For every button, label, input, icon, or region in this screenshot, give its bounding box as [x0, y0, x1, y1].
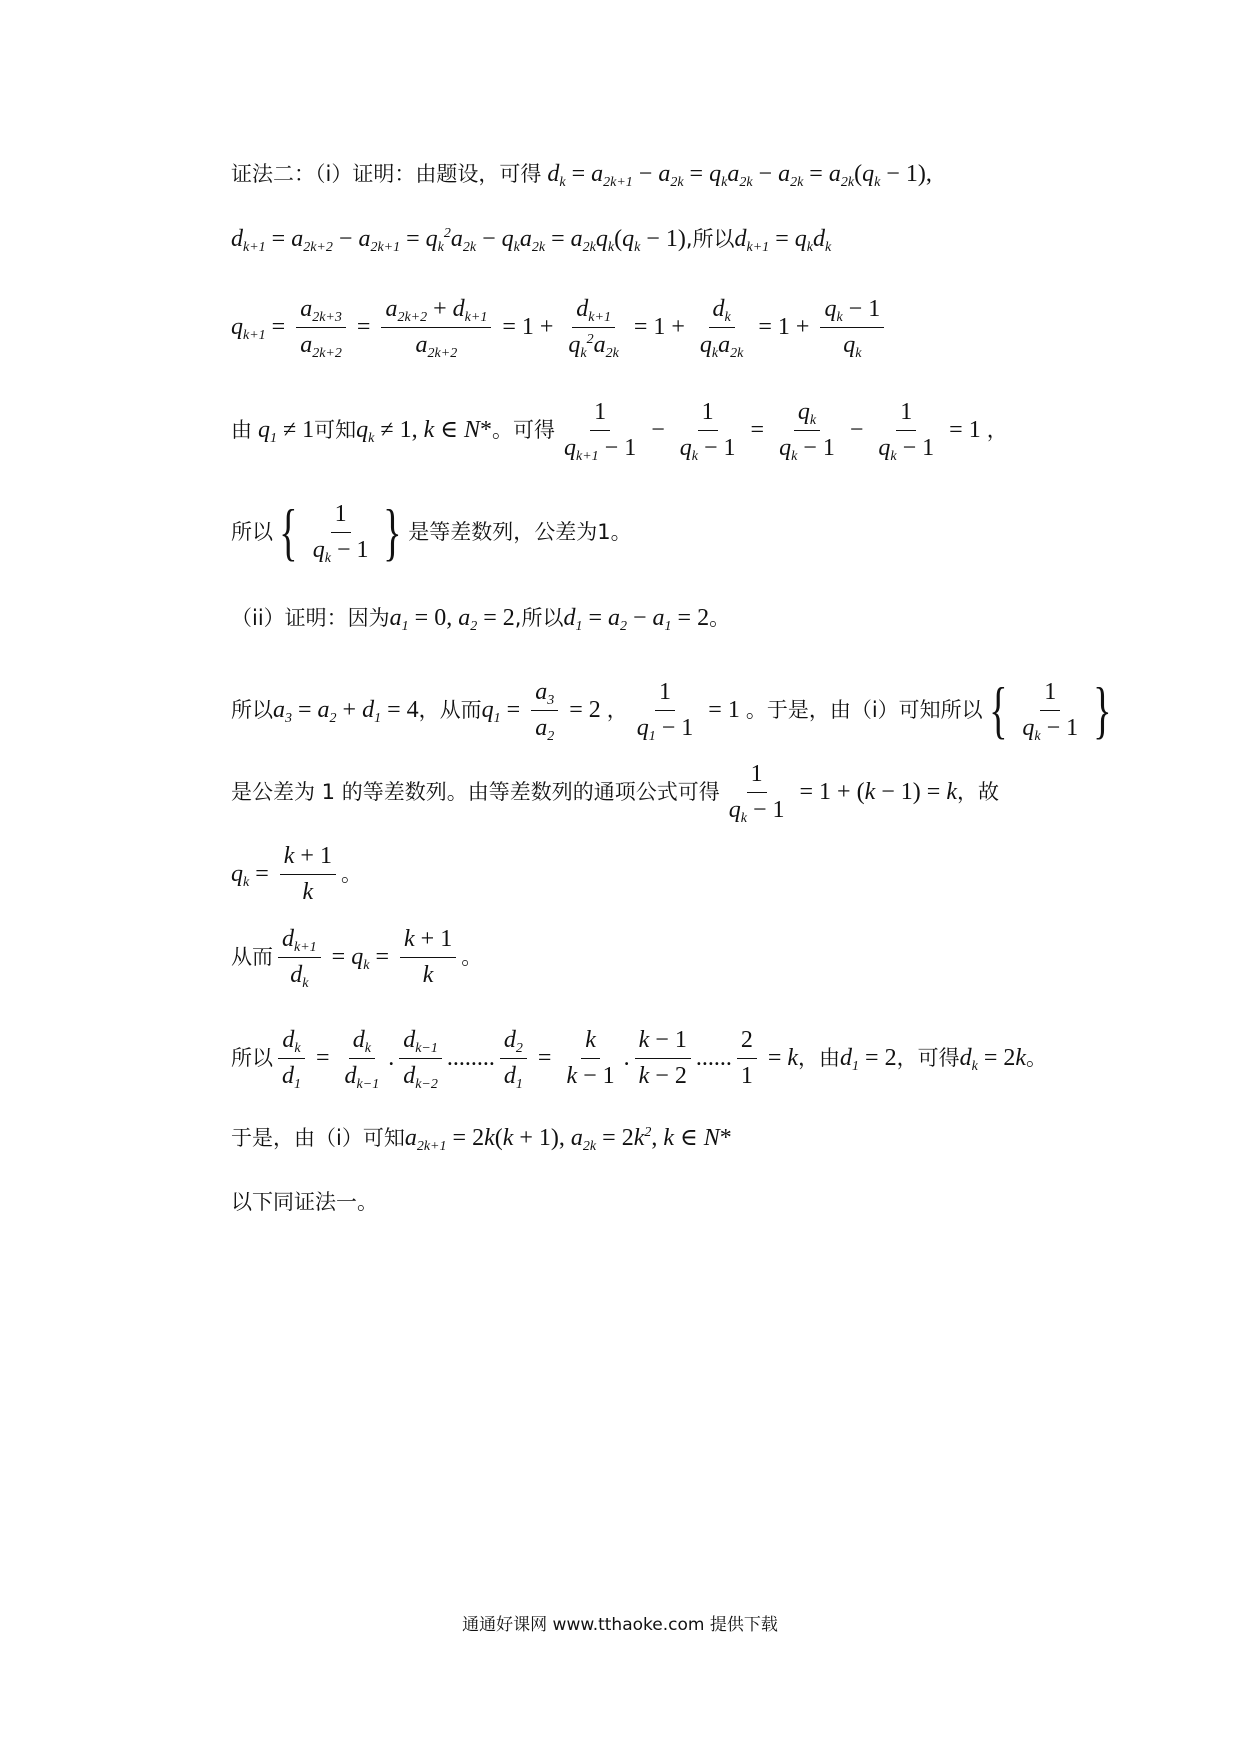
- fraction: $\frac{d_{k+1}}{d_k}$: [278, 925, 321, 990]
- proof-line-11: 所以 $\frac{d_k}{d_1}$ = $\frac{d_k}{d_{k-1}}$ . $\frac{d_{k-1}}{d_{k-2}}$ ........ $\frac{d_2}{d_1}$ = $\frac{k}{k - 1}$ . $\frac{k - 1}{k - 2}$ ...... $\frac{2}{1}$ = k ，由 $d_1 = 2$ ，可得 $d_k = 2k$ 。: [231, 1027, 1048, 1092]
- proof-line-6: [231, 604, 730, 633]
- line-text: ，由: [798, 1045, 841, 1070]
- fraction: $\frac{q_k - 1}{q_k}$: [820, 295, 884, 360]
- fraction: $\frac{1}{q_k - 1}$: [679, 399, 736, 464]
- proof-line-2: [231, 225, 831, 254]
- fraction: $\frac{d_2}{d_1}$: [500, 1026, 527, 1091]
- line-text: 于是，由（i）可知: [231, 1125, 405, 1150]
- fraction: $\frac{d_{k-1}}{d_{k-2}}$: [399, 1026, 442, 1091]
- line-text: （ii）证明：因为: [231, 605, 390, 630]
- fraction: $\frac{d_k}{d_{k-1}}$: [344, 1027, 380, 1092]
- line-text: ,所以: [685, 226, 735, 251]
- fraction: $\frac{1}{q_k - 1}$: [1022, 679, 1079, 744]
- left-brace: {: [279, 496, 298, 568]
- line-text: 是等差数列，公差为1。: [408, 519, 632, 544]
- line-text: ，故: [956, 779, 999, 804]
- line-text: 所以: [231, 1045, 273, 1070]
- line-text: 。: [461, 944, 483, 969]
- fraction: $\frac{d_k}{d_1}$: [278, 1026, 305, 1091]
- line-text: 。: [709, 605, 731, 630]
- line-text: ，: [606, 697, 628, 722]
- formula: $q_1 \ne 1$: [252, 416, 315, 446]
- formula: $d_{k+1} = q_kd_k$: [734, 226, 832, 255]
- fraction: $\frac{1}{q_{k+1} - 1}$: [564, 399, 637, 464]
- fraction: $\frac{q_k}{q_k - 1}$: [779, 399, 835, 464]
- fraction: $\frac{k + 1}{k}$: [400, 925, 456, 990]
- line-text: 是公差为 1 的等差数列。由等差数列的通项公式可得: [231, 779, 720, 804]
- formula: $d_{k+1} = a_{2k+2} - a_{2k+1} = q_k^2a_{2k} - q_ka_{2k} = a_{2k}q_k(q_k - 1)$: [231, 226, 686, 255]
- fraction: $\frac{a_{2k+3}}{a_{2k+2}}$: [296, 295, 346, 360]
- line-text: ，从而: [418, 697, 482, 722]
- line-text: 所以: [231, 519, 273, 544]
- page-footer: 通通好课网 www.tthaoke.com 提供下载: [462, 1615, 778, 1635]
- fraction: $\frac{k + 1}{k}$: [280, 842, 336, 907]
- formula: $d_k = a_{2k+1} - a_{2k} = q_ka_{2k} - a_{2k} = a_{2k}(q_k - 1)$,: [541, 161, 932, 190]
- line-text: ，可得: [896, 1045, 960, 1070]
- proof-line-7: 所以 $a_3 = a_2 + d_1 = 4$ ，从而 $q_1$ = $\frac{a_3}{a_2}$ = 2 ， $\frac{1}{q_1 - 1}$ = 1 。于是，由（i）可知所以 { $\frac{1}{q_k - 1}$ }: [231, 674, 1112, 746]
- fraction: $\frac{a_3}{a_2}$: [531, 678, 558, 743]
- formula: $q_{k+1}$ =: [231, 313, 286, 343]
- fraction: $\frac{1}{q_k - 1}$: [878, 399, 935, 464]
- line-text: 。可得: [492, 417, 555, 442]
- line-text: 证法二：（i）证明：由题设，可得: [231, 161, 542, 186]
- proof-line-1: [231, 160, 932, 189]
- line-text: 。于是，由（i）可知所以: [745, 697, 983, 722]
- formula: $d_1 = a_2 - a_1 = 2$: [563, 605, 710, 634]
- formula: $d_1 = 2$: [840, 1044, 897, 1074]
- fraction: $\frac{k - 1}{k - 2}$: [635, 1026, 691, 1091]
- proof-line-5: [231, 496, 632, 568]
- formula: $q_k$ =: [231, 860, 269, 890]
- line-text: ,所以: [514, 605, 564, 630]
- line-text: 所以: [231, 697, 273, 722]
- right-brace: }: [383, 496, 403, 568]
- proof-line-12: [231, 1124, 732, 1153]
- line-text: 以下同证法一。: [231, 1190, 378, 1214]
- fraction: $\frac{d_k}{q_ka_{2k}}$: [699, 296, 744, 361]
- formula: $a_3 = a_2 + d_1 = 4$: [273, 696, 419, 726]
- line-text: 。: [340, 861, 362, 886]
- line-text: ，: [986, 417, 1008, 442]
- formula: = 1 + (k − 1) = k: [799, 778, 957, 805]
- left-brace: {: [988, 674, 1008, 746]
- formula: $a_{2k+1} = 2k(k + 1)$, $a_{2k} = 2k^2$, k ∈ N*: [404, 1125, 732, 1154]
- fraction: $\frac{1}{q_k - 1}$: [312, 501, 369, 566]
- fraction: $\frac{d_{k+1}}{q_k^2a_{2k}}$: [568, 296, 619, 361]
- proof-line-4: 由 $q_1 \ne 1$ 可知 $q_k \ne 1$, k ∈ N* 。可得 $\frac{1}{q_{k+1} - 1}$ − $\frac{1}{q_k - 1}$ = $\frac{q_k}{q_k - 1}$ − $\frac{1}{q_k - 1}$ = 1 ，: [231, 399, 1008, 464]
- fraction: $\frac{a_{2k+2} + d_{k+1}}{a_{2k+2}}$: [381, 295, 491, 360]
- formula: = $q_k$ =: [331, 943, 389, 973]
- line-text: 由: [231, 417, 252, 442]
- right-brace: }: [1093, 674, 1112, 746]
- fraction: $\frac{1}{q_k - 1}$: [728, 761, 785, 826]
- line-text: 。: [1026, 1045, 1048, 1070]
- proof-line-13: [231, 1190, 378, 1215]
- line-text: 可知: [314, 417, 357, 442]
- proof-line-3: $q_{k+1}$ = $\frac{a_{2k+3}}{a_{2k+2}}$ = $\frac{a_{2k+2} + d_{k+1}}{a_{2k+2}}$ = 1 + $\frac{d_{k+1}}{q_k^2a_{2k}}$ = 1 + $\frac{d_k}{q_ka_{2k}}$ = 1 + $\frac{q_k - 1}{q_k}$: [231, 295, 889, 360]
- formula: $q_1$ =: [481, 696, 521, 726]
- fraction: $\frac{k}{k - 1}$: [566, 1027, 615, 1089]
- proof-line-8: [231, 760, 999, 825]
- proof-line-9: [231, 842, 362, 907]
- proof-line-10: [231, 925, 482, 990]
- formula: = k: [767, 1044, 799, 1071]
- formula: $a_1 = 0$, $a_2 = 2$: [389, 605, 515, 634]
- line-text: 从而: [231, 944, 273, 969]
- fraction: $\frac{1}{q_1 - 1}$: [636, 679, 694, 744]
- fraction: $\frac{2}{1}$: [737, 1026, 757, 1091]
- formula: $q_k \ne 1$, k ∈ N*: [356, 416, 492, 446]
- formula: $d_k = 2k$: [959, 1044, 1027, 1074]
